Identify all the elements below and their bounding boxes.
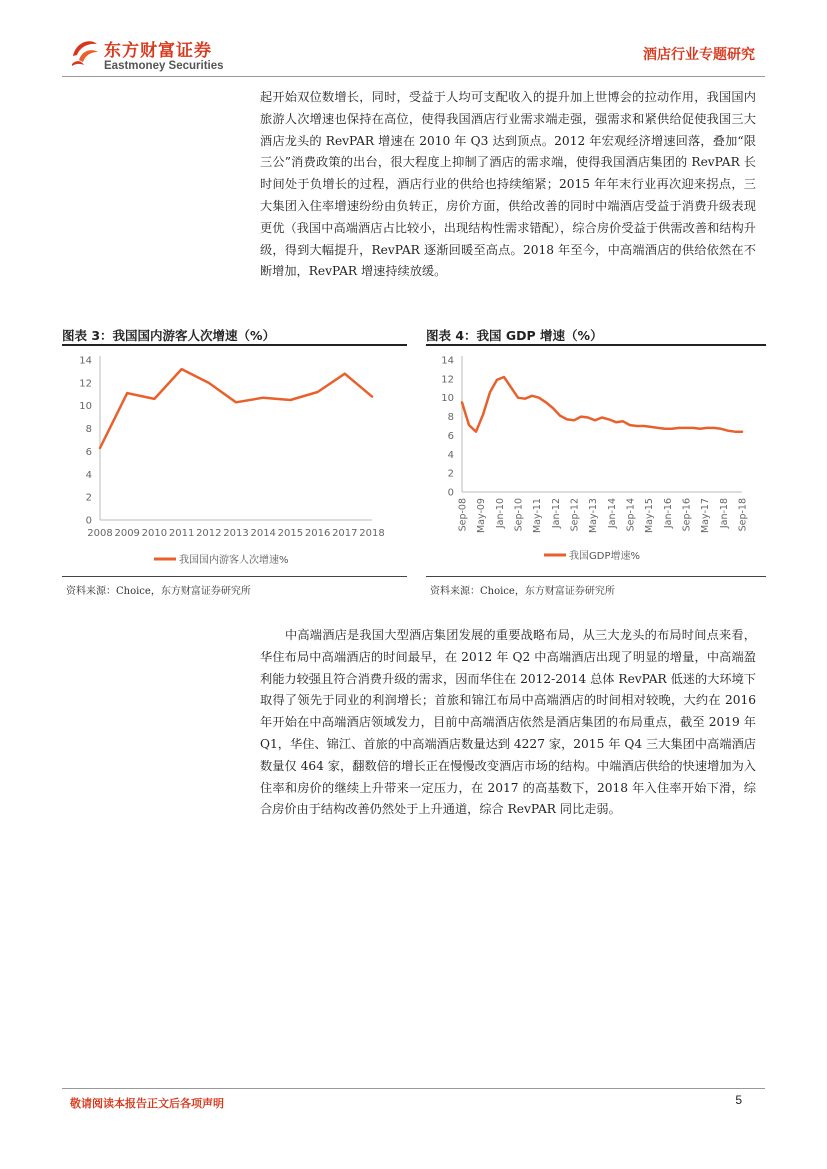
series-line [462,377,742,432]
x-tick-label: May-11 [532,498,544,533]
figure-4-chart [426,346,766,576]
x-tick-label: Jan-16 [662,498,674,529]
figure-3-svg [62,346,407,576]
figure-4-title: 图表 4：我国 GDP 增速（%） [426,328,603,343]
x-tick-label: Sep-18 [737,498,749,532]
x-tick-label: Sep-16 [681,498,693,532]
x-tick-label: Jan-18 [718,498,730,529]
logo-en-text: Eastmoney Securities [104,60,224,72]
header-divider [62,76,765,77]
report-title: 酒店行业专题研究 [643,47,755,63]
y-tick-label: 6 [85,446,92,458]
eastmoney-logo-icon [70,38,100,68]
y-tick-label: 10 [441,393,454,405]
y-tick-label: 14 [441,355,454,367]
x-tick-label: Sep-10 [513,498,525,532]
x-tick-label: May-13 [588,498,600,533]
y-tick-label: 6 [447,430,454,442]
x-tick-label: May-17 [700,498,712,533]
figure-4-source: 资料来源：Choice，东方财富证券研究所 [430,586,615,597]
x-tick-label: Jan-10 [494,498,506,529]
body-paragraph-1 [260,87,756,283]
figure-3-bottom-rule [62,576,407,577]
x-tick-label: 2012 [196,528,222,539]
x-tick-label: Sep-08 [457,498,469,532]
y-tick-label: 2 [85,492,92,504]
x-tick-label: May-15 [644,498,656,533]
x-tick-label: 2016 [304,528,331,539]
x-tick-label: Jan-14 [606,498,618,529]
x-tick-label: 2011 [168,528,195,539]
x-tick-label: 2017 [332,528,358,539]
x-tick-label: 2015 [277,528,304,539]
x-tick-label: Sep-12 [569,498,581,532]
x-tick-label: 2014 [250,528,276,539]
y-tick-label: 14 [79,355,92,367]
figure-3-chart [62,346,407,576]
x-tick-label: Sep-14 [625,498,637,532]
legend-label: 我国GDP增速% [569,551,640,562]
y-tick-label: 4 [447,449,454,461]
x-tick-label: 2009 [114,528,140,539]
paragraph-text: 起开始双位数增长，同时，受益于人均可支配收入的提升加上世博会的拉动作用，我国国内旅游人次增速也保持在高位，使得我国酒店行业需求端走强，强需求和紧供给促使我国三大酒店龙头的 RevPAR 增速在 2010 年 Q3 达到顶点。2012 年宏观经济增速回落，叠加“限三公”消费政策的出台，很大程度上抑制了酒店的需求端，使得我国酒店集团的 RevPAR 长时间处于负增长的过程，酒店行业的供给也持续缩紧；2015 年年末行业再次迎来拐点，三大集团入住率增速纷纷由负转正，房价方面，供给改善的同时中端酒店受益于消费升级表现更优（我国中高端酒店占比较小，出现结构性需求错配），综合房价受益于供需改善和结构升级，得到大幅提升，RevPAR 逐渐回暖至高点。2018 年至今，中高端酒店的供给依然在不断增加，RevPAR 增速持续放缓。 [260,90,756,279]
body-paragraph-2 [260,625,756,821]
figure-3-title: 图表 3：我国国内游客人次增速（%） [62,328,276,343]
y-tick-label: 8 [447,412,454,424]
y-tick-label: 10 [79,401,92,413]
x-tick-label: May-09 [476,498,488,533]
x-tick-label: 2008 [87,528,113,539]
x-tick-label: Jan-12 [550,498,562,529]
y-tick-label: 12 [441,374,454,386]
logo-cn-text: 东方财富证券 [104,41,212,61]
series-line [100,369,372,448]
figure-4-bottom-rule [426,576,766,577]
x-tick-label: 2010 [141,528,168,539]
paragraph-text: 中高端酒店是我国大型酒店集团发展的重要战略布局，从三大龙头的布局时间点来看，华住布局中高端酒店的时间最早，在 2012 年 Q2 中高端酒店出现了明显的增量，中高端盈利能力较强且符合消费升级的需求，因而华住在 2012-2014 总体 RevPAR 低迷的大环境下取得了领先于同业的利润增长；首旅和锦江布局中高端酒店的时间相对较晚，大约在 2016 年开始在中高端酒店领域发力，目前中高端酒店依然是酒店集团的布局重点，截至 2019 年 Q1，华住、锦江、首旅的中高端酒店数量达到 4227 家，2015 年 Q4 三大集团中高端酒店数量仅 464 家，翻数倍的增长正在慢慢改变酒店市场的结构。中端酒店供给的快速增加为入住率和房价的继续上升带来一定压力，在 2017 的高基数下，2018 年入住率开始下滑，综合房价由于结构改善仍然处于上升通道，综合 RevPAR 同比走弱。 [260,628,756,817]
y-tick-label: 0 [85,515,92,527]
x-tick-label: 2018 [359,528,385,539]
company-logo [70,36,240,80]
y-tick-label: 12 [79,378,92,390]
y-tick-label: 0 [447,487,454,499]
figure-4-svg [426,346,766,576]
legend-label: 我国国内游客人次增速% [179,555,289,566]
y-tick-label: 2 [447,468,454,480]
y-tick-label: 4 [85,469,92,481]
x-tick-label: 2013 [223,528,249,539]
y-tick-label: 8 [85,424,92,436]
page-number: 5 [735,1093,742,1107]
footer-divider [62,1088,765,1089]
footer-disclaimer: 敬请阅读本报告正文后各项声明 [70,1097,224,1110]
figure-3-source: 资料来源：Choice，东方财富证券研究所 [66,586,251,597]
